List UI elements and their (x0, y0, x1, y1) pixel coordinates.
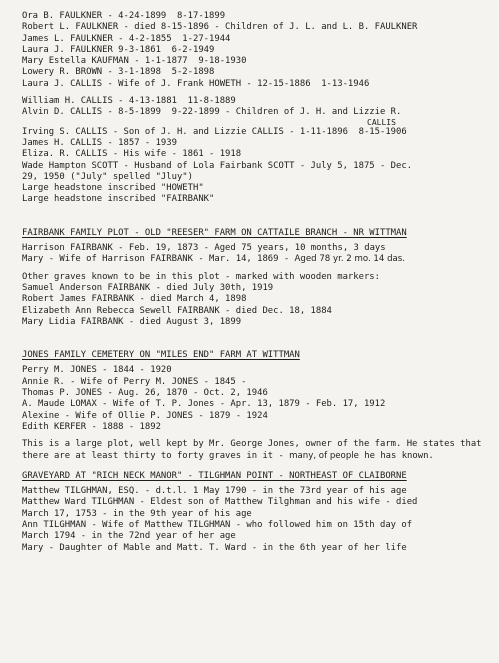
entry-line: Alvin D. CALLIS - 8-5-1899 9-22-1899 - Children of J. H. and Lizzie R. (22, 107, 402, 118)
entry-line: A. Maude LOMAX - Wife of T. P. Jones - Apr. 13, 1879 - Feb. 17, 1912 (22, 399, 386, 410)
entry-line (22, 254, 492, 265)
entry-line: March 17, 1753 - in the 9th year of his age (22, 508, 252, 519)
entry-line: Perry M. JONES - 1844 - 1920 (22, 365, 172, 376)
entry-line: 29, 1950 ("July" spelled "Jluy") (22, 171, 193, 182)
rich-neck-manor-section (22, 471, 492, 554)
fairbank-plot-section (22, 228, 492, 328)
section-heading: FAIRBANK FAMILY PLOT - OLD "REESER" FARM ON CATTAILE BRANCH - NR WITTMAN (22, 227, 407, 238)
handwritten-note: many, of people (289, 450, 359, 461)
entry-line: Matthew TILGHMAN, ESQ. - d.t.l. 1 May 1790 - in the 73rd year of his age (22, 486, 407, 497)
entry-line: Laura J. CALLIS - Wife of J. Frank HOWETH - 12-15-1886 1-13-1946 (22, 78, 370, 89)
entry-text: Mary - Wife of Harrison FAIRBANK - Mar. 14, 1869 - (22, 254, 295, 265)
entry-line: Laura J. FAULKNER 9-3-1861 6-2-1949 (22, 44, 215, 55)
entry-line: Edith KERFER - 1888 - 1892 (22, 421, 161, 432)
entry-line: Other graves known to be in this plot - marked with wooden markers: (22, 271, 380, 282)
entry-line: Alexine - Wife of Ollie P. JONES - 1879 - 1924 (22, 410, 268, 421)
entry-text: Harrison FAIRBANK - Feb. 19, 1873 - Aged (22, 243, 242, 254)
entry-line: Samuel Anderson FAIRBANK - died July 30th, 1919 (22, 282, 274, 293)
faulkner-callis-list (22, 11, 492, 206)
entry-line: Wade Hampton SCOTT - Husband of Lola Fairbank SCOTT - July 5, 1875 - Dec. (22, 160, 413, 171)
entry-text: years, 10 months, 3 days (252, 243, 386, 254)
entry-line: Annie R. - Wife of Perry M. JONES - 1845 - (22, 376, 247, 387)
entry-line: Mary Estella KAUFMAN - 1-1-1877 9-18-1930 (22, 56, 247, 67)
entry-line: Ann TILGHMAN - Wife of Matthew TILGHMAN - who followed him on 15th day of (22, 519, 413, 530)
entry-line: James H. CALLIS - 1857 - 1939 (22, 137, 177, 148)
entry-line: Irving S. CALLIS - Son of J. H. and Lizzie CALLIS - 1-11-1896 8-15-1906 (22, 126, 407, 137)
entry-line: William H. CALLIS - 4-13-1881 11-8-1889 (22, 96, 236, 107)
entry-line: Lowery R. BROWN - 3-1-1898 5-2-1898 (22, 67, 215, 78)
handwritten-note: 75 (241, 243, 253, 254)
entry-continuation: CALLIS (367, 117, 396, 127)
entry-line (22, 243, 492, 254)
entry-line: Matthew Ward TILGHMAN - Eldest son of Matthew Tilghman and his wife - died (22, 497, 418, 508)
entry-line: Ora B. FAULKNER - 4-24-1899 8-17-1899 (22, 11, 226, 21)
entry-line: March 1794 - in the 72nd year of her age (22, 531, 236, 542)
paragraph-text: he has known. (358, 450, 434, 461)
note-paragraph (22, 439, 490, 462)
section-heading: JONES FAMILY CEMETERY ON "MILES END" FARM AT WITTMAN (22, 350, 300, 361)
entry-line: Robert L. FAULKNER - died 8-15-1896 - Children of J. L. and L. B. FAULKNER (22, 22, 418, 33)
entry-line: Large headstone inscribed "HOWETH" (22, 183, 204, 194)
entry-line: Eliza. R. CALLIS - His wife - 1861 - 1918 (22, 149, 242, 160)
entry-line: Large headstone inscribed "FAIRBANK" (22, 194, 215, 205)
document-page (22, 11, 492, 554)
entry-line: Thomas P. JONES - Aug. 26, 1870 - Oct. 2, 1946 (22, 388, 268, 399)
section-heading: GRAVEYARD AT "RICH NECK MANOR" - TILGHMAN POINT - NORTHEAST OF CLAIBORNE (22, 470, 407, 481)
paragraph-text: This is a large plot, well kept by Mr. George Jones, owner of the farm. He states that there are at least thirty to forty graves in it - (22, 439, 482, 461)
jones-cemetery-section (22, 350, 492, 462)
handwritten-note: Aged 78 yr. 2 mo. 14 das. (294, 254, 406, 265)
entry-line: Mary Lidia FAIRBANK - died August 3, 1899 (22, 316, 242, 327)
entry-line: Elizabeth Ann Rebecca Sewell FAIRBANK - died Dec. 18, 1884 (22, 305, 332, 316)
entry-line: Robert James FAIRBANK - died March 4, 1898 (22, 294, 247, 305)
entry-line: James L. FAULKNER - 4-2-1855 1-27-1944 (22, 33, 231, 44)
entry-line: Mary - Daughter of Mable and Matt. T. Ward - in the 6th year of her life (22, 542, 407, 553)
